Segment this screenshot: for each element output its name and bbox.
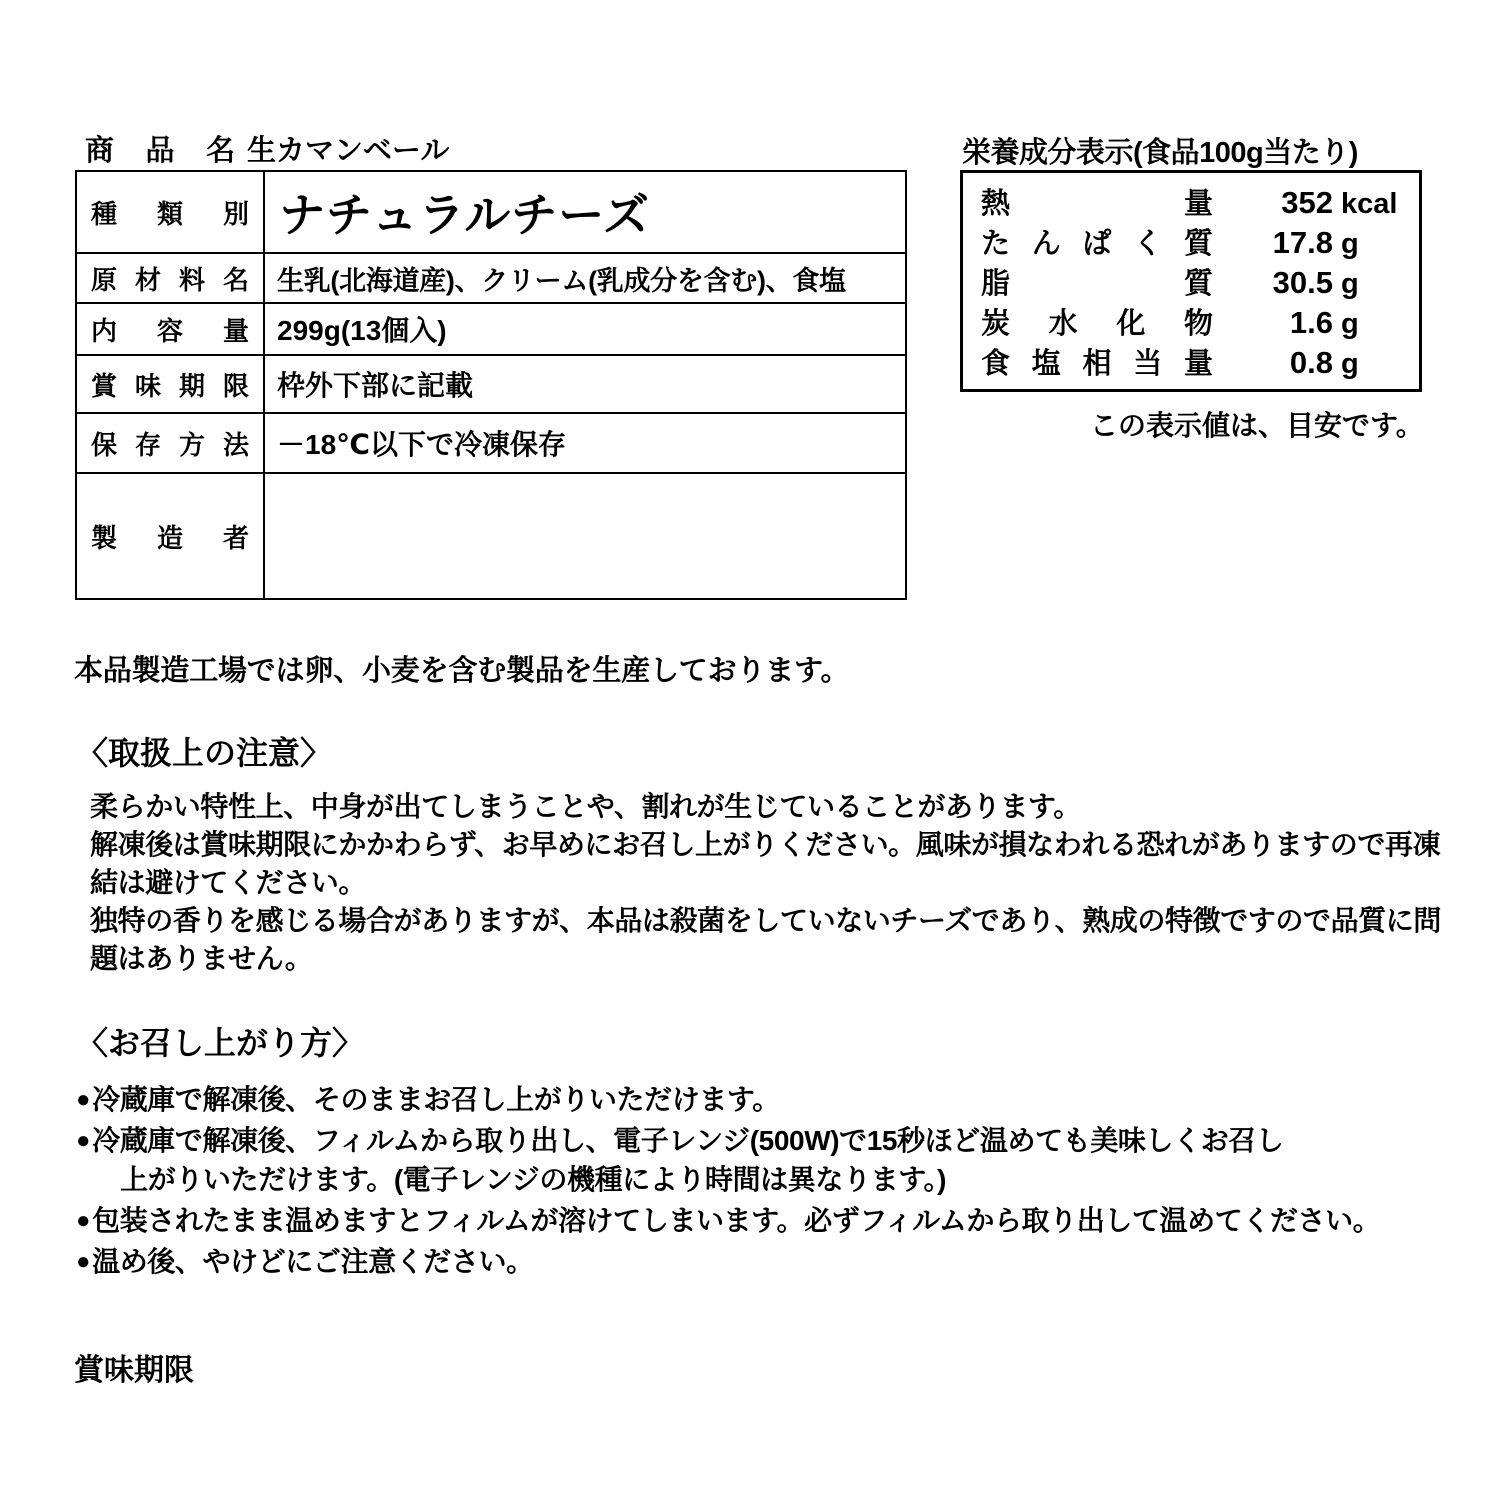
nutrition-row-salt <box>981 341 1405 381</box>
serving-section <box>76 1018 1456 1283</box>
nutrition-title: 栄養成分表示(食品100g当たり) <box>962 137 1358 169</box>
product-name-line <box>85 128 449 169</box>
row-value-ingredients: 生乳(北海道産)、クリーム(乳成分を含む)、食塩 <box>264 253 906 303</box>
product-name-value: 生カマンベール <box>247 135 450 167</box>
row-value-best-before: 枠外下部に記載 <box>264 355 906 413</box>
serving-heading: 〈お召し上がり方〉 <box>76 1025 365 1061</box>
nutrition-value-salt: 0.8 <box>1289 345 1333 380</box>
precaution-paragraph: 柔らかい特性上、中身が出てしまうことや、割れが生じていることがあります。 <box>90 791 1081 822</box>
nutrition-label-carbohydrate: 炭水化物 <box>981 308 1213 340</box>
nutrition-unit-protein: g <box>1341 228 1359 260</box>
nutrition-unit-energy: kcal <box>1341 188 1398 220</box>
nutrition-unit-salt: g <box>1341 348 1359 380</box>
row-value-quantity: 299g(13個入) <box>264 303 906 355</box>
nutrition-unit-carbohydrate: g <box>1341 308 1359 340</box>
nutrition-value-protein: 17.8 <box>1272 225 1333 260</box>
precaution-paragraph: 解凍後は賞味期限にかかわらず、お早めにお召し上がりください。風味が損なわれる恐れがありますので再凍結は避けてください。 <box>90 829 1441 898</box>
serving-bullet-list <box>76 1080 1456 1281</box>
nutrition-label-salt: 食塩相当量 <box>981 348 1213 380</box>
list-item <box>76 1080 1456 1119</box>
bullet-dot-icon: ● <box>76 1086 91 1113</box>
table-row <box>76 413 906 473</box>
table-row <box>76 473 906 599</box>
bottom-best-before-label: 賞味期限 <box>74 1354 194 1387</box>
table-row <box>76 355 906 413</box>
product-name-label: 商 品 名 <box>85 135 235 167</box>
list-item <box>76 1242 1456 1281</box>
precaution-paragraph: 独特の香りを感じる場合がありますが、本品は殺菌をしていないチーズであり、熟成の特徴ですので品質に問題はありません。 <box>90 905 1442 974</box>
serving-item-text: 冷蔵庫で解凍後、そのままお召し上がりいただけます。 <box>92 1084 780 1115</box>
precautions-body <box>76 788 1456 978</box>
nutrition-value-fat: 30.5 <box>1272 265 1333 300</box>
list-item <box>76 1121 1456 1199</box>
nutrition-row-protein <box>981 221 1405 261</box>
nutrition-label-energy: 熱量 <box>981 188 1213 220</box>
nutrition-label-fat: 脂質 <box>981 268 1213 300</box>
serving-item-line2: 上がりいただけます。(電子レンジの機種により時間は異なります。) <box>120 1164 947 1195</box>
serving-item-line1: 冷蔵庫で解凍後、フィルムから取り出し、電子レンジ(500W)で15秒ほど温めても美味しくお召し <box>92 1125 1284 1156</box>
table-row <box>76 253 906 303</box>
nutrition-value-energy: 352 <box>1281 185 1333 220</box>
row-value-type: ナチュラルチーズ <box>264 171 906 253</box>
table-row <box>76 303 906 355</box>
nutrition-row-energy <box>981 181 1405 221</box>
allergen-notice: 本品製造工場では卵、小麦を含む製品を生産しております。 <box>74 655 850 687</box>
row-label-quantity: 内容量 <box>76 303 264 355</box>
bullet-dot-icon: ● <box>76 1127 91 1154</box>
serving-item-text <box>92 1121 1456 1199</box>
precautions-heading: 〈取扱上の注意〉 <box>76 735 333 771</box>
row-label-manufacturer: 製造者 <box>76 473 264 599</box>
product-info-table <box>75 170 907 600</box>
row-label-best-before: 賞味期限 <box>76 355 264 413</box>
row-value-storage: －18℃以下で冷凍保存 <box>264 413 906 473</box>
table-row <box>76 171 906 253</box>
nutrition-facts-box <box>960 170 1422 392</box>
nutrition-row-fat <box>981 261 1405 301</box>
row-label-storage: 保存方法 <box>76 413 264 473</box>
list-item <box>76 1201 1456 1240</box>
precautions-section <box>76 728 1456 978</box>
nutrition-note: この表示値は、目安です。 <box>1090 410 1424 441</box>
row-value-manufacturer <box>264 473 906 599</box>
row-label-type: 種類別 <box>76 171 264 253</box>
nutrition-value-carbohydrate: 1.6 <box>1289 305 1333 340</box>
row-label-ingredients: 原材料名 <box>76 253 264 303</box>
bullet-dot-icon: ● <box>76 1207 91 1234</box>
serving-item-text: 温め後、やけどにご注意ください。 <box>92 1246 534 1277</box>
serving-item-text: 包装されたまま温めますとフィルムが溶けてしまいます。必ずフィルムから取り出して温めてください。 <box>92 1205 1381 1236</box>
nutrition-label-protein: たんぱく質 <box>981 228 1213 260</box>
nutrition-unit-fat: g <box>1341 268 1359 300</box>
nutrition-row-carbohydrate <box>981 301 1405 341</box>
bullet-dot-icon: ● <box>76 1248 91 1275</box>
